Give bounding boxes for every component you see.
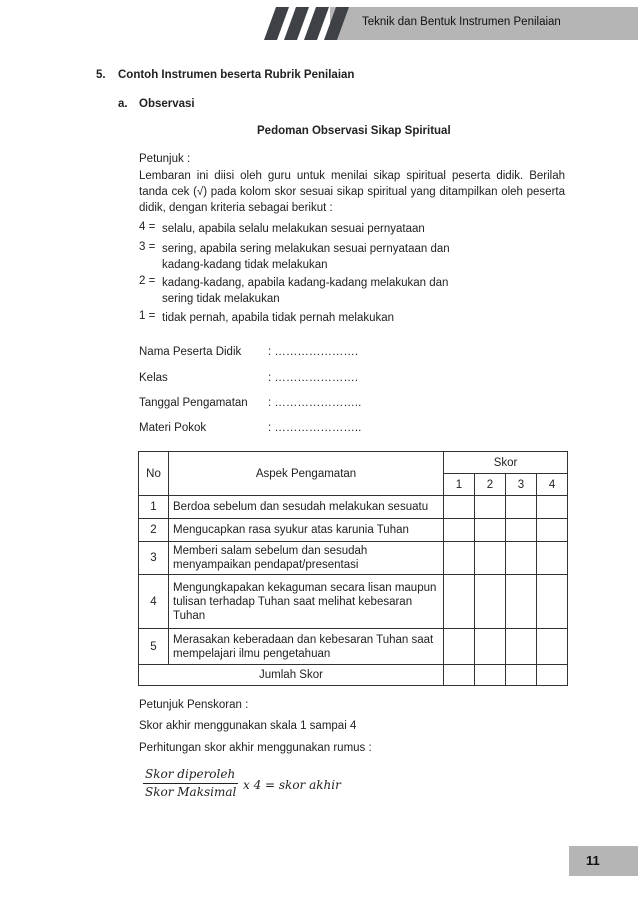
score-cell[interactable] [506,629,537,665]
instructions-text: Lembaran ini diisi oleh guru untuk menilai sikap spiritual peserta didik. Berilah tanda cek (√) pada kolom skor sesuai sikap spiritual yang ditampilkan oleh peserta didik, dengan kriteria sebagai berikut : [139,170,565,214]
identity-value-topic: : ………………….. [268,422,362,434]
page-number-box [569,846,638,876]
subsection-title: Observasi [139,98,195,110]
score-cell[interactable] [444,542,475,575]
score-cell[interactable] [475,542,506,575]
score-cell[interactable] [444,519,475,542]
score-cell[interactable] [475,665,506,686]
formula-fraction-line [143,783,238,784]
row-aspect: Mengungkapakan kekaguman secara lisan maupun tulisan terhadap Tuhan saat melihat kebesaran Tuhan [169,575,444,629]
table-row [139,542,568,575]
header-title: Teknik dan Bentuk Instrumen Penilaian [362,16,561,28]
identity-label-class: Kelas [139,372,168,384]
identity-value-name: : …………………. [268,346,359,358]
formula-fraction [143,767,238,799]
criteria-number: 3 = [139,241,156,253]
header-no: No [139,452,169,496]
total-label: Jumlah Skor [139,665,444,686]
score-cell[interactable] [506,519,537,542]
score-cell[interactable] [475,575,506,629]
score-cell[interactable] [506,542,537,575]
page-number: 11 [586,853,600,868]
identity-label-topic: Materi Pokok [139,422,207,434]
score-cell[interactable] [444,665,475,686]
criteria-number: 4 = [139,221,156,233]
document-title: Pedoman Observasi Sikap Spiritual [257,125,451,137]
score-cell[interactable] [537,575,568,629]
criteria-text: tidak pernah, apabila tidak pernah melakukan [162,312,395,324]
score-cell[interactable] [537,519,568,542]
row-number: 4 [139,575,169,629]
row-aspect: Mengucapkan rasa syukur atas karunia Tuhan [169,519,444,542]
criteria-number: 1 = [139,310,156,322]
row-aspect: Berdoa sebelum dan sesudah melakukan sesuatu [169,496,444,519]
score-cell[interactable] [537,496,568,519]
section-title: Contoh Instrumen beserta Rubrik Penilaian [118,69,355,81]
row-number: 5 [139,629,169,665]
header-score-1: 1 [444,474,475,496]
identity-label-date: Tanggal Pengamatan [139,397,248,409]
row-aspect: Merasakan keberadaan dan kebesaran Tuhan saat mempelajari ilmu pengetahuan [169,629,444,665]
score-cell[interactable] [475,519,506,542]
header-score-3: 3 [506,474,537,496]
row-number: 1 [139,496,169,519]
criteria-number: 2 = [139,275,156,287]
scoring-formula-intro: Perhitungan skor akhir menggunakan rumus : [139,742,372,754]
header-aspect: Aspek Pengamatan [169,452,444,496]
identity-label-name: Nama Peserta Didik [139,346,242,358]
criteria-text: selalu, apabila selalu melakukan sesuai pernyataan [162,223,425,235]
score-cell[interactable] [506,496,537,519]
identity-value-date: : ………………….. [268,397,362,409]
score-cell[interactable] [475,496,506,519]
formula-denominator: Skor Maksimal [145,785,237,799]
formula-rest: x 4 = skor akhir [243,778,341,792]
subsection-letter: a. [118,98,128,110]
table-row [139,575,568,629]
table-total-row [139,665,568,686]
score-cell[interactable] [444,575,475,629]
instructions-label: Petunjuk : [139,153,191,165]
criteria-text: kadang-kadang, apabila kadang-kadang melakukan dan [162,277,449,289]
observation-table [138,451,568,686]
score-cell[interactable] [537,665,568,686]
score-cell[interactable] [444,629,475,665]
scoring-scale: Skor akhir menggunakan skala 1 sampai 4 [139,720,357,732]
table-row [139,629,568,665]
score-cell[interactable] [444,496,475,519]
row-aspect: Memberi salam sebelum dan sesudah menyampaikan pendapat/presentasi [169,542,444,575]
table-row [139,519,568,542]
score-cell[interactable] [537,629,568,665]
identity-value-class: : …………………. [268,372,359,384]
scoring-label: Petunjuk Penskoran : [139,699,249,711]
section-number: 5. [96,69,106,81]
header-score-2: 2 [475,474,506,496]
score-cell[interactable] [506,665,537,686]
row-number: 2 [139,519,169,542]
row-number: 3 [139,542,169,575]
criteria-text: sering, apabila sering melakukan sesuai pernyataan dan [162,243,450,255]
formula-numerator: Skor diperoleh [145,767,236,781]
score-cell[interactable] [537,542,568,575]
score-cell[interactable] [475,629,506,665]
score-cell[interactable] [506,575,537,629]
criteria-text: sering tidak melakukan [162,293,280,305]
table-row [139,496,568,519]
header-score: Skor [444,452,568,474]
header-score-4: 4 [537,474,568,496]
criteria-text: kadang-kadang tidak melakukan [162,259,328,271]
